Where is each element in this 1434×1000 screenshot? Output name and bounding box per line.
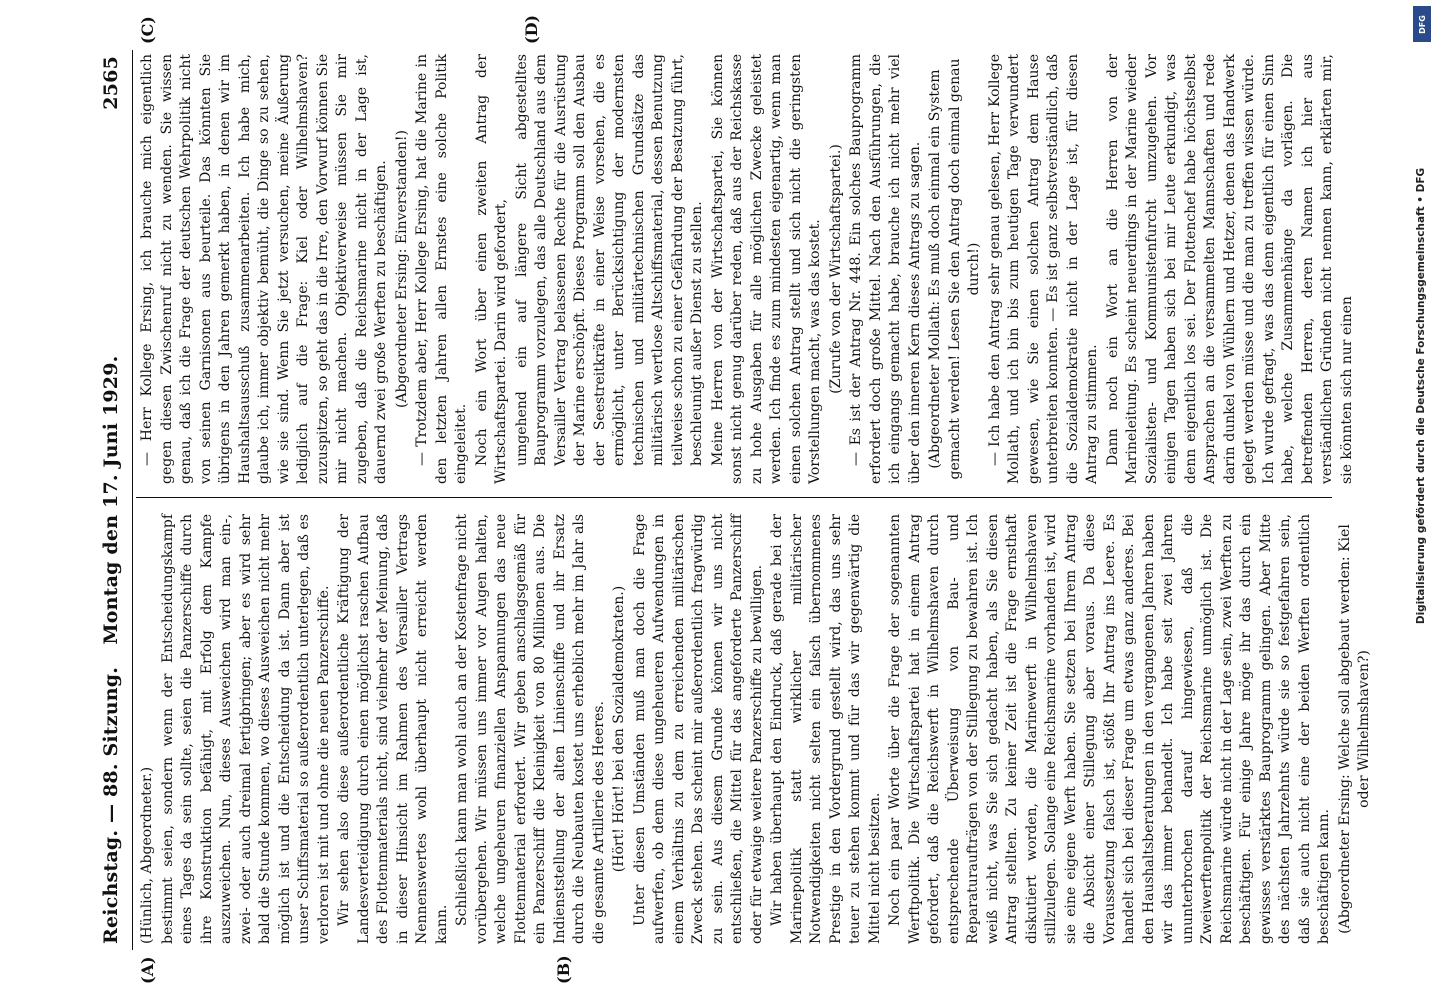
paragraph: Dann noch ein Wort an die Herren von der Marineleitung. Es scheint neuerdings in der Marine wieder Sozialisten- und Kommunistenfurcht umzugehen. Vor einigen Tagen haben sich bei mir Leute erkundigt, was denn eigentlich los sei. Der Flottenchef habe höchstselbst Ansprachen an die versammelten Mannschaften und rede darin dunkel von Wühlern und Hetzer, denen das Handwerk gelegt werden müsse und die man zu treffen wissen würde. Ich wurde gefragt, was das denn eigentlich für einen Sinn habe, welche Zusammenhänge da vorlägen. Die betreffenden Herren, deren Namen ich hier aus verständlichen Gründen nicht nennen kann, erklärten mir, sie könnten sich nur einen — [1104, 54, 1355, 484]
page-number: 2565 — [100, 56, 122, 110]
paragraph: — Trotzdem aber, Herr Kollege Ersing, hat die Marine in den letzten Jahren allen Ernstes eine solche Politik eingeleitet. — [414, 54, 469, 484]
paragraph: bestimmt seien, sondern wenn der Entscheidungskampf eines Tages da sein sollte, seien die Panzerschiffe durch ihre Konstruktion befähigt, mit Erfolg dem Kampfe auszuweichen. Nun, dieses Ausweichen wird man ein-, zwei- oder auch dreimal fertigbringen; aber es wird sehr bald die Stunde kommen, wo dieses Ausweichen nicht mehr möglich ist und die Entscheidung da ist. Dann aber ist unser Schiffsmaterial so außerordentlich unterlegen, daß es verloren ist mit und ohne die neuen Panzerschiffe. — [159, 514, 332, 944]
paragraph: Noch ein paar Worte über die Frage der sogenannten Werftpolitik. Die Wirtschaftspartei hat in einem Antrag gefordert, daß die Reichswerft in Wilhelmshaven durch entsprechende Überweisung von Bau- und Reparaturaufträgen von der Stillegung zu bewahren ist. Ich weiß nicht, was Sie sich gedacht haben, als Sie diesen Antrag stellten. Zu keiner Zeit ist die Frage ernsthaft diskutiert worden, die Marinewerft in Wilhelmshaven stillzulegen. Solange eine Reichsmarine vorhanden ist, wird sie eine eigene Werft haben. Sie setzen bei Ihrem Antrag die Absicht einer Stillegung aber voraus. Da diese Voraussetzung falsch ist, stößt Ihr Antrag ins Leere. Es handelt sich bei dieser Frage um etwas ganz anderes. Bei den Haushaltsberatungen in den vergangenen Jahren haben wir das immer behandelt. Ich habe seit zwei Jahren ununterbrochen darauf hingewiesen, daß die Zweiwerftenpolitik der Reichsmarine unmöglich ist. Die Reichsmarine würde nicht in der Lage sein, zwei Werften zu beschäftigen. Für einige Jahre möge ihr das durch ein gewisses verstärktes Bauprogramm gelingen. Aber Mitte des nächsten Jahrzehnts würde sie so festgefahren sein, daß sie auch nicht eine der beiden Werften ordentlich beschäftigen kann. — [887, 514, 1332, 944]
header-date: Montag den 17. Juni 1929. — [100, 355, 122, 645]
quoted-motion: umgehend ein auf längere Sicht abgestelltes Bauprogramm vorzulegen, das alle Deutschland aus dem Versailler Vertrag belassenen Rechte für die Ausrüstung der Marine erschöpft. Dieses Programm soll den Ausbau der Seestreitkräfte in einer Weise vorsehen, die es ermöglicht, unter Berücksichtigung der modernsten technischen und militärtechnischen Grundsätze das militärisch wertlose Altschiffsmaterial, dessen Benutzung teilweise schon zu einer Gefährdung der Besatzung führt, beschleunigt außer Dienst zu stellen. — [513, 54, 705, 466]
column-divider — [136, 497, 1332, 498]
paragraph: Wir haben überhaupt den Eindruck, daß gerade bei der Marinepolitik statt wirklicher militärischer Notwendigkeiten nicht selten ein falsch übernommenes Prestige in den Vordergrund gestellt wird, das uns sehr teuer zu stehen kommt und für das wir gegenwärtig die Mittel nicht besitzen. — [769, 514, 883, 944]
header-left: Reichstag. — 88. Sitzung. — [100, 666, 122, 944]
interjection: (Abgeordneter Ersing: Einverstanden!) — [393, 129, 410, 409]
paragraph: — Herr Kollege Ersing, ich brauche mich eigentlich gegen diesen Zwischenruf nicht zu wenden. Sie wissen genau, daß ich die Frage der deutschen Wehrpolitik nicht von seinen Garnisonen aus beurteile. Das könnten Sie übrigens in den Jahren gemerkt haben, in denen wir im Haushaltsausschuß zusammenarbeiten. Ich habe mich, glaube ich, immer objektiv bemüht, die Dinge so zu sehen, wie sie sind. Wenn Sie jetzt versuchen, meine Äußerung lediglich auf die Frage: Kiel oder Wilhelmshaven? zuzuspitzen, so geht das in die Irre, den Vorwurf können Sie mir nicht machen. Objektiverweise müssen Sie mir zugeben, daß die Reichsmarine nicht in der Lage ist, dauernd zwei große Werften zu beschäftigen. — [139, 54, 389, 484]
interjection: (Abgeordneter Ersing: Welche soll abgebaut werden: Kiel oder Wilhelmshaven?) — [1336, 524, 1372, 934]
interjection: (Zurufe von der Wirtschaftspartei.) — [827, 144, 844, 394]
margin-mark-c: (C) — [138, 16, 157, 44]
margin-mark-a: (A) — [138, 956, 157, 984]
paragraph: Wir sehen also diese außerordentliche Kräftigung der Landesverteidigung durch einen möglichst raschen Aufbau des Flottenmaterials nicht, sind vielmehr der Meinung, daß in dieser Hinsicht im Rahmen des Versailler Vertrags Nennenswertes wohl überhaupt nicht erreicht werden kann. — [336, 514, 450, 944]
interjection: (Abgeordneter Mollath: Es muß doch einmal ein System gemacht werden! Lesen Sie den Antrag doch einmal genau durch!) — [927, 58, 982, 480]
dfg-logo: DFG — [1413, 6, 1431, 42]
left-column — [138, 514, 1376, 944]
document-page — [100, 14, 1372, 984]
paragraph: Schließlich kann man wohl auch an der Kostenfrage nicht vorübergehen. Wir müssen uns immer vor Augen halten, welche ungeheuren finanziellen Anspannungen das neue Flottenmaterial erfordert. Wir geben anschlagsgemäß für ein Panzerschiff die Kleinigkeit von 80 Millionen aus. Die Indienststellung der alten Linienschiffe und ihr Ersatz durch die Neubauten kostet uns erheblich mehr im Jahr als die gesamte Artillerie des Heeres. — [454, 514, 607, 944]
speaker-line: (Hünlich, Abgeordneter.) — [139, 766, 155, 944]
margin-mark-d: (D) — [522, 14, 541, 44]
paragraph: Meine Herren von der Wirtschaftspartei, Sie können sonst nicht genug darüber reden, daß aus der Reichskasse zu hohe Ausgaben für alle möglichen Zwecke geleistet werden. Ich finde es zum mindesten eigenartig, wenn man einen solchen Antrag stellt und sich nicht die geringsten Vorstellungen macht, was das kostet. — [709, 54, 823, 484]
interjection: (Hört! Hört! bei den Sozialdemokraten.) — [611, 585, 627, 873]
margin-mark-b: (B) — [554, 955, 573, 984]
paragraph: — Ich habe den Antrag sehr genau gelesen, Herr Kollege Mollath, und ich bin bis zum heutigen Tage verwundert gewesen, wie Sie einen solchen Antrag dem Hause unterbreiten konnten. — Es ist ganz selbstverständlich, daß die Sozialdemokratie nicht in der Lage ist, für diesen Antrag zu stimmen. — [986, 54, 1100, 484]
right-column — [138, 54, 1358, 484]
paragraph: Noch ein Wort über einen zweiten Antrag der Wirtschaftspartei. Darin wird gefordert, — [473, 54, 509, 484]
credit-text: Digitalisierung gefördert durch die Deutsche Forschungsgemeinschaft • DFG — [1415, 167, 1427, 625]
paragraph: — Es ist der Antrag Nr. 448. Ein solches Bauprogramm erfordert doch große Mittel. Nach den Ausführungen, die ich eingangs gemacht habe, brauche ich nicht mehr viel über den inneren Kern dieses Antrags zu sagen. — [848, 54, 923, 484]
paragraph: Unter diesen Umständen muß man doch die Frage aufwerfen, ob denn diese ungeheueren Aufwendungen in einem Verhältnis zu dem zu erreichenden militärischen Zweck stehen. Das scheint mir außerordentlich fragwürdig zu sein. Aus diesem Grunde können wir uns nicht entschließen, die Mittel für das angeforderte Panzerschiff oder für etwaige weitere Panzerschiffe zu bewilligen. — [631, 514, 765, 944]
header-rule — [132, 50, 133, 950]
digitization-credit — [1410, 6, 1432, 786]
page-header — [102, 50, 130, 950]
